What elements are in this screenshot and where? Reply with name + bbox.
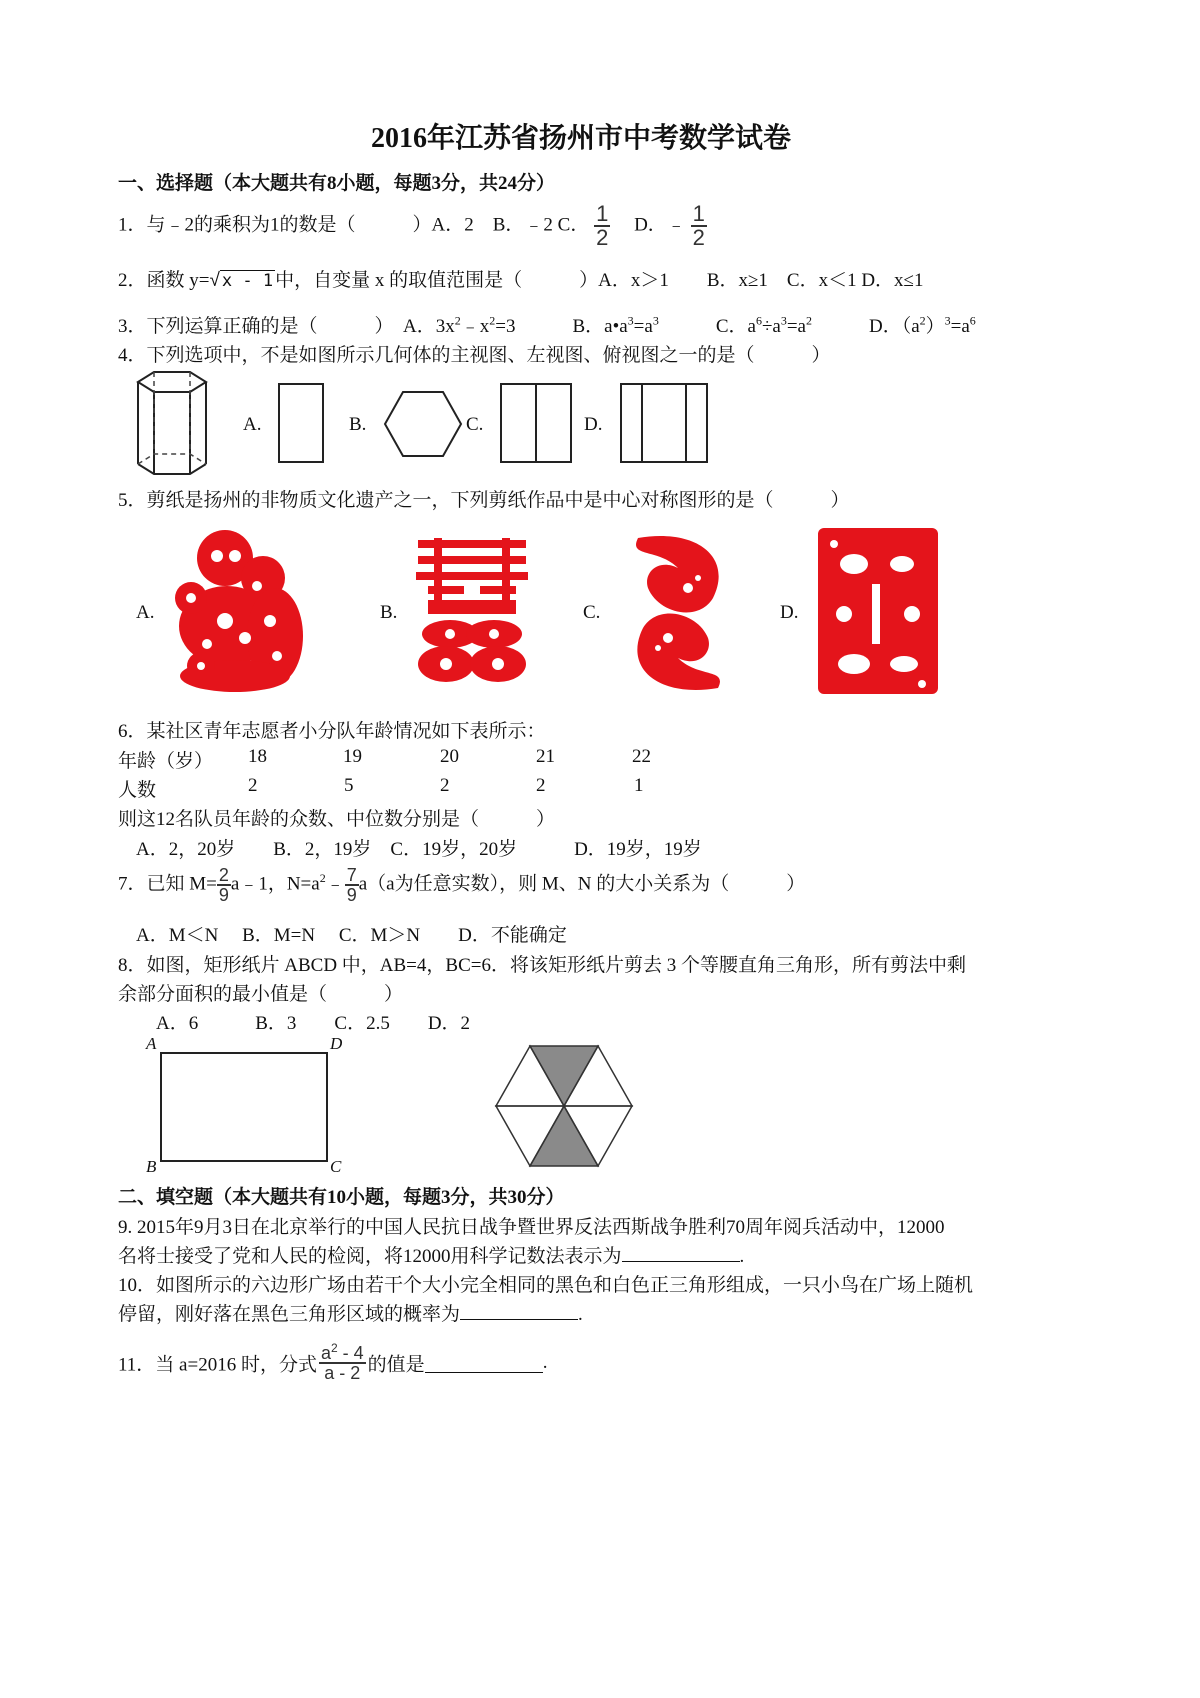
age-cell: 20 bbox=[440, 746, 459, 767]
q4-option-d-label: D. bbox=[584, 414, 603, 435]
q4-option-b-label: B. bbox=[349, 414, 367, 435]
vertex-label-d: D bbox=[330, 1034, 343, 1053]
vertex-label-c: C bbox=[330, 1157, 342, 1176]
q5-option-a-label: A. bbox=[136, 602, 155, 623]
q7-fraction-1: $\frac{2}{9}$ bbox=[218, 865, 229, 905]
count-cell: 1 bbox=[634, 775, 644, 796]
q4-option-d-rectangle bbox=[620, 383, 710, 465]
question-11: 11．当 a=2016 时，分式 $\frac{a^2 - 4}{a - 2}$ 的值是 . bbox=[118, 1341, 548, 1383]
vertex-label-a: A bbox=[146, 1034, 157, 1053]
q5-option-c-label: C. bbox=[583, 602, 601, 623]
answer-blank[interactable] bbox=[622, 1243, 740, 1262]
q11-fraction: $\frac{a^2 - 4}{a - 2}$ bbox=[320, 1341, 364, 1383]
paper-cut-monkey-image bbox=[165, 526, 310, 696]
question-2: 2．函数 y=√ x - 1 中，自变量 x 的取值范围是（ ）A．x＞1 B．x≥1 C．x＜1 D．x≤1 bbox=[118, 270, 924, 291]
question-5-stem: 5．剪纸是扬州的非物质文化遗产之一，下列剪纸作品中是中心对称图形的是（ ） bbox=[118, 490, 850, 511]
q10-line2: 停留，刚好落在黑色三角形区域的概率为 . bbox=[118, 1299, 583, 1326]
hexagon-plaza-figure bbox=[494, 1044, 634, 1169]
q4-option-c-rectangle bbox=[500, 383, 574, 465]
q8-line2: 余部分面积的最小值是（ ） bbox=[118, 984, 404, 1005]
answer-blank[interactable] bbox=[460, 1301, 578, 1320]
q4-option-a-rectangle bbox=[278, 383, 326, 465]
q4-option-a-label: A. bbox=[243, 414, 262, 435]
page-title: 2016年江苏省扬州市中考数学试卷 bbox=[371, 123, 792, 154]
q7-fraction-2: $\frac{7}{9}$ bbox=[346, 865, 357, 905]
q8-line1: 8．如图，矩形纸片 ABCD 中，AB=4，BC=6．将该矩形纸片剪去 3 个等腰直角三角形，所有剪法中剩 bbox=[118, 955, 966, 976]
q6-choices: A．2，20岁 B．2，19岁 C．19岁，20岁 D．19岁，19岁 bbox=[136, 839, 702, 860]
question-3: 3．下列运算正确的是（ ） A．$3x^2﹣x^2=3$ B．$a•a^3=a^3$ C．$a^6\div a^3=a^2$ D．$(a^2)^3=a^6$ bbox=[118, 313, 976, 337]
q1-fraction-d: $\frac{1}{2}$ bbox=[692, 201, 705, 250]
age-cell: 18 bbox=[248, 746, 267, 767]
count-cell: 2 bbox=[248, 775, 258, 796]
q5-option-d-label: D. bbox=[780, 602, 799, 623]
hexagonal-prism-figure bbox=[132, 368, 212, 483]
count-header-label: 人数 bbox=[118, 780, 157, 801]
q10-line1: 10．如图所示的六边形广场由若干个大小完全相同的黑色和白色正三角形组成，一只小鸟在广场上随机 bbox=[118, 1275, 974, 1296]
age-cell: 19 bbox=[343, 746, 362, 767]
question-6-stem: 6．某社区青年志愿者小分队年龄情况如下表所示： bbox=[118, 721, 546, 742]
q9-line1: 9. 2015年9月3日在北京举行的中国人民抗日战争暨世界反法西斯战争胜利70周年阅兵活动中，12000 bbox=[118, 1217, 945, 1238]
age-cell: 22 bbox=[632, 746, 651, 767]
vertex-label-b: B bbox=[146, 1157, 157, 1176]
paper-cut-squirrel-image bbox=[814, 524, 942, 698]
count-cell: 2 bbox=[536, 775, 546, 796]
q1-fraction-c: $\frac{1}{2}$ bbox=[596, 201, 609, 250]
q1-d-label: D．﹣ bbox=[615, 214, 686, 236]
q6-question: 则这12名队员年龄的众数、中位数分别是（ ） bbox=[118, 809, 556, 830]
count-cell: 2 bbox=[440, 775, 450, 796]
q4-option-c-label: C. bbox=[466, 414, 484, 435]
section1-heading: 一、选择题（本大题共有8小题，每题3分，共24分） bbox=[118, 173, 556, 194]
age-cell: 21 bbox=[536, 746, 555, 767]
q1-stem: 1．与﹣2的乘积为1的数是（ ）A．2 B．﹣2 C． bbox=[118, 214, 590, 236]
age-header-label: 年龄（岁） bbox=[118, 751, 214, 772]
paper-cut-fish-image bbox=[618, 528, 738, 698]
sqrt-expression: √ x - 1 bbox=[209, 270, 274, 291]
paper-cut-double-happiness-image bbox=[410, 534, 535, 686]
count-cell: 5 bbox=[344, 775, 354, 796]
question-1 bbox=[118, 203, 707, 249]
question-4-stem: 4．下列选项中，不是如图所示几何体的主视图、左视图、俯视图之一的是（ ） bbox=[118, 345, 831, 366]
rectangle-abcd-figure bbox=[160, 1052, 330, 1164]
q7-choices: A．M＜N B．M=N C．M＞N D．不能确定 bbox=[136, 925, 567, 946]
q8-choices: A．6 B．3 C．2.5 D．2 bbox=[156, 1013, 471, 1034]
section2-heading: 二、填空题（本大题共有10小题，每题3分，共30分） bbox=[118, 1187, 565, 1208]
answer-blank[interactable] bbox=[425, 1354, 543, 1373]
q5-option-b-label: B. bbox=[380, 602, 398, 623]
q9-line2: 名将士接受了党和人民的检阅，将12000用科学记数法表示为 . bbox=[118, 1241, 744, 1268]
q4-option-b-hexagon bbox=[383, 390, 465, 460]
question-7: 7．已知 M= $\frac{2}{9}$ a﹣1，$N=a^2﹣$ $\frac{7}{9}$ a（a为任意实数），则 M、N 的大小关系为（ ） bbox=[118, 865, 806, 905]
